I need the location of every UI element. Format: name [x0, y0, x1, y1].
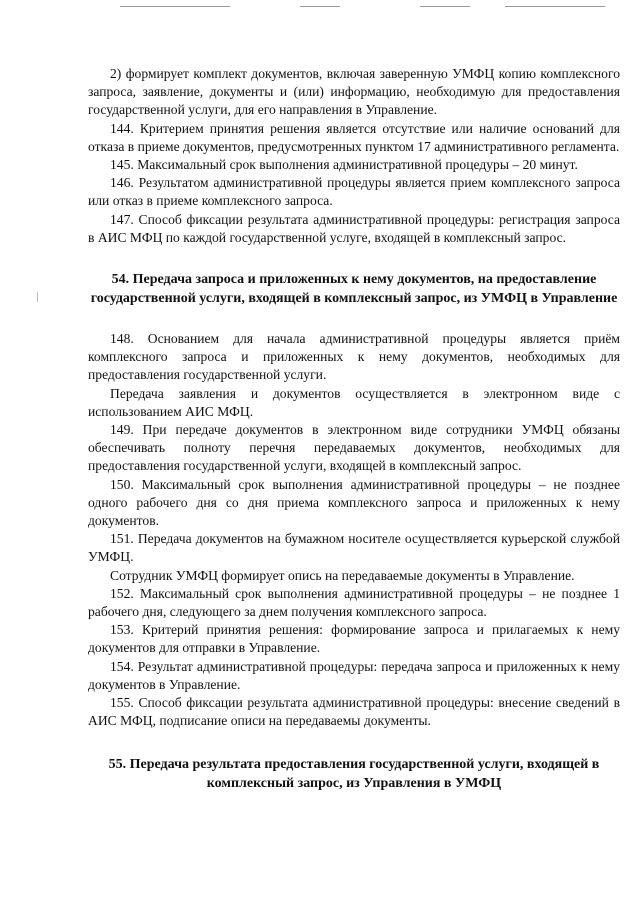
paragraph-151-inventory: Сотрудник УМФЦ формирует опись на передаваемые документы в Управление. [110, 567, 575, 583]
paragraph-155: 155. Способ фиксации результата административной процедуры: внесение сведений в АИС МФЦ, подписание описи на передаваемы документы. [88, 695, 620, 729]
paragraph-148-transfer: Передача заявления и документов осуществляется в электронном виде с использованием АИС МФЦ. [88, 385, 620, 419]
paragraph-144: 144. Критерием принятия решения является отсутствие или наличие оснований для отказа в приеме документов, предусмотренных пунктом 17 административного регламента. [88, 120, 620, 154]
section-54-heading: 54. Передача запроса и приложенных к нему документов, на предоставление государственной услуги, входящей в комплексный запрос, из УМФЦ в Управление [90, 272, 618, 307]
paragraph-145: 145. Максимальный срок выполнения административной процедуры – 20 минут. [110, 157, 578, 173]
margin-mark [37, 292, 38, 302]
paragraph-item-2: 2) формирует комплект документов, включая заверенную УМФЦ копию комплексного запроса, заявление, документы и (или) информацию, необходимую для предоставления государственной услуги, для его направления в Управление. [88, 66, 620, 118]
scan-edge-line [420, 6, 470, 7]
scan-edge-line [300, 6, 340, 7]
paragraph-146: 146. Результатом административной процедуры является прием комплексного запроса или отказ в приеме комплексного запроса. [88, 175, 620, 209]
paragraph-147: 147. Способ фиксации результата административной процедуры: регистрация запроса в АИС МФЦ по каждой государственной услуге, входящей в комплексный запрос. [88, 211, 620, 245]
section-55-heading: 55. Передача результата предоставления государственной услуги, входящей в комплексный запрос, из Управления в УМФЦ [108, 756, 600, 791]
paragraph-153: 153. Критерий принятия решения: формирование запроса и прилагаемых к нему документов для отправки в Управление. [88, 622, 620, 656]
scan-edge-line [120, 6, 230, 7]
scan-edge-line [505, 6, 605, 7]
paragraph-152: 152. Максимальный срок выполнения административной процедуры – не позднее 1 рабочего дня, следующего за днем получения комплексного запроса. [88, 585, 620, 620]
document-body [88, 65, 620, 793]
paragraph-150: 150. Максимальный срок выполнения административной процедуры – не позднее одного рабочего дня со дня приема комплексного запроса и приложенных к нему документов. [88, 476, 620, 529]
paragraph-149: 149. При передаче документов в электронном виде сотрудники УМФЦ обязаны обеспечивать полноту перечня передаваемых документов, необходимых для предоставления государственной услуги, входящей в комплексный запрос. [88, 422, 620, 474]
paragraph-151: 151. Передача документов на бумажном носителе осуществляется курьерской службой УМФЦ. [88, 531, 620, 565]
paragraph-148: 148. Основанием для начала административной процедуры является приём комплексного запроса и приложенных к нему документов, необходимых для предоставления государственной услуги. [88, 331, 620, 383]
paragraph-154: 154. Результат административной процедуры: передача запроса и приложенных к нему документов в Управление. [88, 658, 620, 692]
